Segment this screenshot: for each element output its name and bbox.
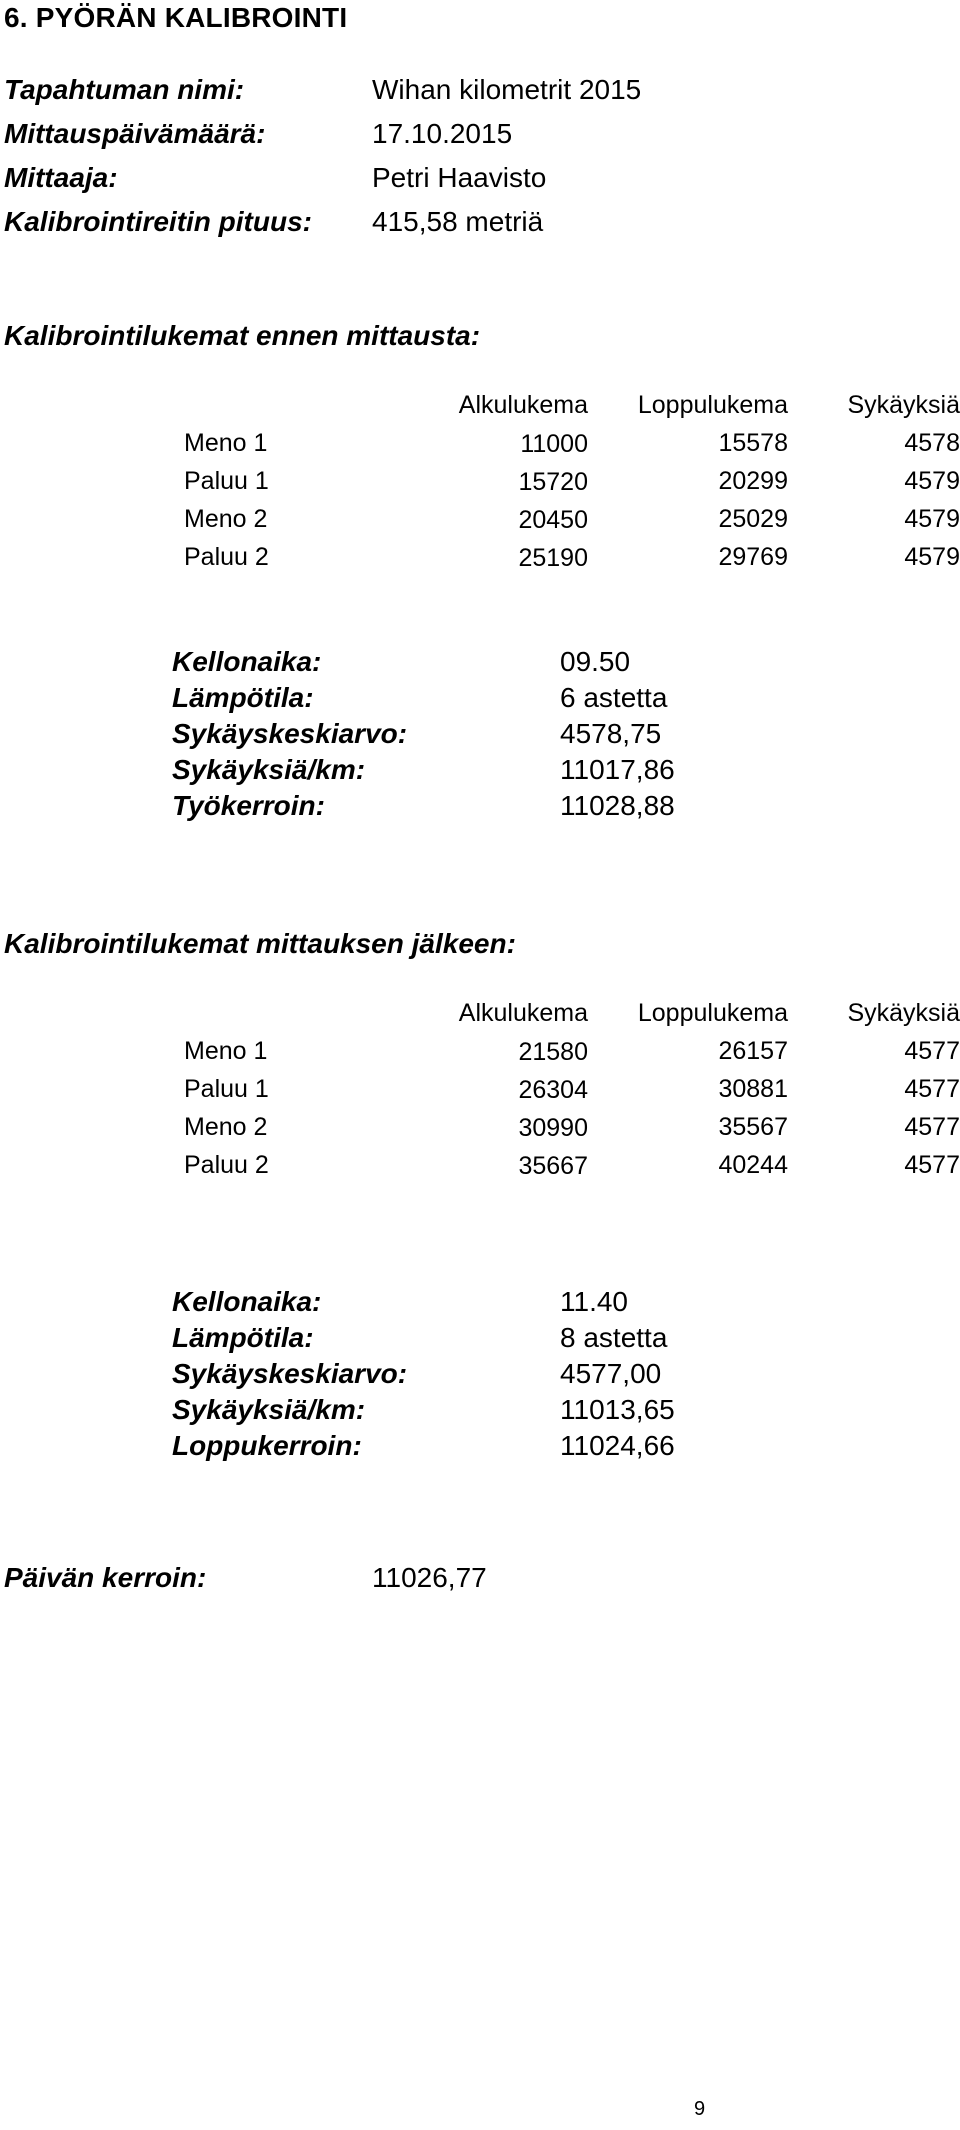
- end-reading: 20299: [718, 466, 788, 495]
- start-reading: 35667: [518, 1152, 588, 1180]
- row-label: Paluu 2: [184, 542, 269, 571]
- event-name-value: Wihan kilometrit 2015: [372, 74, 642, 105]
- time-value: 11.40: [560, 1286, 628, 1317]
- row-label: Meno 1: [184, 428, 268, 457]
- measurement-date-value: 17.10.2015: [372, 118, 513, 149]
- measurer-label: Mittaaja:: [4, 162, 118, 193]
- pulse-count: 4577: [904, 1036, 960, 1065]
- pulse-count: 4579: [904, 504, 960, 533]
- pulse-average-value: 4577,00: [560, 1358, 662, 1389]
- start-reading: 21580: [518, 1038, 588, 1066]
- table-row: [184, 424, 960, 462]
- before-readings-table: [184, 386, 960, 576]
- time-label: Kellonaika:: [172, 646, 322, 677]
- start-reading: 11000: [520, 430, 588, 458]
- end-reading: 29769: [718, 542, 788, 571]
- pulse-average-label: Sykäyskeskiarvo:: [172, 718, 408, 749]
- pulse-count: 4579: [904, 466, 960, 495]
- work-factor-label: Työkerroin:: [172, 790, 325, 821]
- pulses-per-km-label: Sykäyksiä/km:: [172, 754, 366, 785]
- end-reading: 30881: [718, 1074, 788, 1103]
- measurer-value: Petri Haavisto: [372, 162, 547, 193]
- temperature-label: Lämpötila:: [172, 1322, 314, 1353]
- end-reading: 15578: [718, 428, 788, 457]
- row-label: Paluu 1: [184, 1074, 269, 1103]
- start-reading: 30990: [518, 1114, 588, 1142]
- end-reading: 25029: [718, 504, 788, 533]
- temperature-label: Lämpötila:: [172, 682, 314, 713]
- row-label: Meno 2: [184, 1112, 268, 1141]
- table-row: [184, 462, 960, 500]
- pulse-count: 4577: [904, 1150, 960, 1179]
- start-reading: 25190: [518, 544, 588, 572]
- after-readings-table: [184, 994, 960, 1184]
- before-section-title: Kalibrointilukemat ennen mittausta:: [4, 320, 481, 351]
- page-number: 9: [694, 2098, 706, 2120]
- day-factor-value: 11026,77: [372, 1562, 487, 1593]
- day-factor-label: Päivän kerroin:: [4, 1562, 207, 1593]
- after-section-title: Kalibrointilukemat mittauksen jälkeen:: [4, 928, 516, 959]
- start-reading: 26304: [518, 1076, 588, 1104]
- pulse-count: 4577: [904, 1074, 960, 1103]
- start-reading: 15720: [518, 468, 588, 496]
- column-header-pulses: Sykäyksiä: [847, 998, 960, 1027]
- final-factor-label: Loppukerroin:: [172, 1430, 362, 1461]
- table-row: [184, 1108, 960, 1146]
- column-header-end: Loppulukema: [637, 998, 788, 1027]
- section-heading: 6. PYÖRÄN KALIBROINTI: [4, 2, 348, 33]
- pulse-count: 4578: [904, 428, 960, 457]
- column-header-start: Alkulukema: [458, 998, 588, 1027]
- pulse-count: 4579: [904, 542, 960, 571]
- end-reading: 35567: [718, 1112, 788, 1141]
- time-value: 09.50: [560, 646, 631, 677]
- column-header-end: Loppulukema: [637, 390, 788, 419]
- column-header-start: Alkulukema: [458, 390, 588, 419]
- table-header-row: [184, 386, 960, 424]
- pulse-count: 4577: [904, 1112, 960, 1141]
- work-factor-value: 11028,88: [560, 790, 675, 821]
- table-row: [184, 500, 960, 538]
- route-length-label: Kalibrointireitin pituus:: [4, 206, 312, 237]
- table-header-row: [184, 994, 960, 1032]
- measurement-date-label: Mittauspäivämäärä:: [4, 118, 266, 149]
- end-reading: 40244: [718, 1150, 788, 1179]
- table-row: [184, 1032, 960, 1070]
- row-label: Paluu 2: [184, 1150, 269, 1179]
- column-header-pulses: Sykäyksiä: [847, 390, 960, 419]
- time-label: Kellonaika:: [172, 1286, 322, 1317]
- table-row: [184, 1146, 960, 1184]
- start-reading: 20450: [518, 506, 588, 534]
- temperature-value: 8 astetta: [560, 1322, 668, 1353]
- pulse-average-label: Sykäyskeskiarvo:: [172, 1358, 408, 1389]
- temperature-value: 6 astetta: [560, 682, 668, 713]
- pulses-per-km-value: 11017,86: [560, 754, 675, 785]
- event-name-label: Tapahtuman nimi:: [4, 74, 245, 105]
- pulses-per-km-value: 11013,65: [560, 1394, 675, 1425]
- pulses-per-km-label: Sykäyksiä/km:: [172, 1394, 366, 1425]
- route-length-value: 415,58 metriä: [372, 206, 544, 237]
- table-row: [184, 538, 960, 576]
- row-label: Meno 2: [184, 504, 268, 533]
- row-label: Meno 1: [184, 1036, 268, 1065]
- final-factor-value: 11024,66: [560, 1430, 675, 1461]
- pulse-average-value: 4578,75: [560, 718, 662, 749]
- row-label: Paluu 1: [184, 466, 269, 495]
- table-row: [184, 1070, 960, 1108]
- end-reading: 26157: [718, 1036, 788, 1065]
